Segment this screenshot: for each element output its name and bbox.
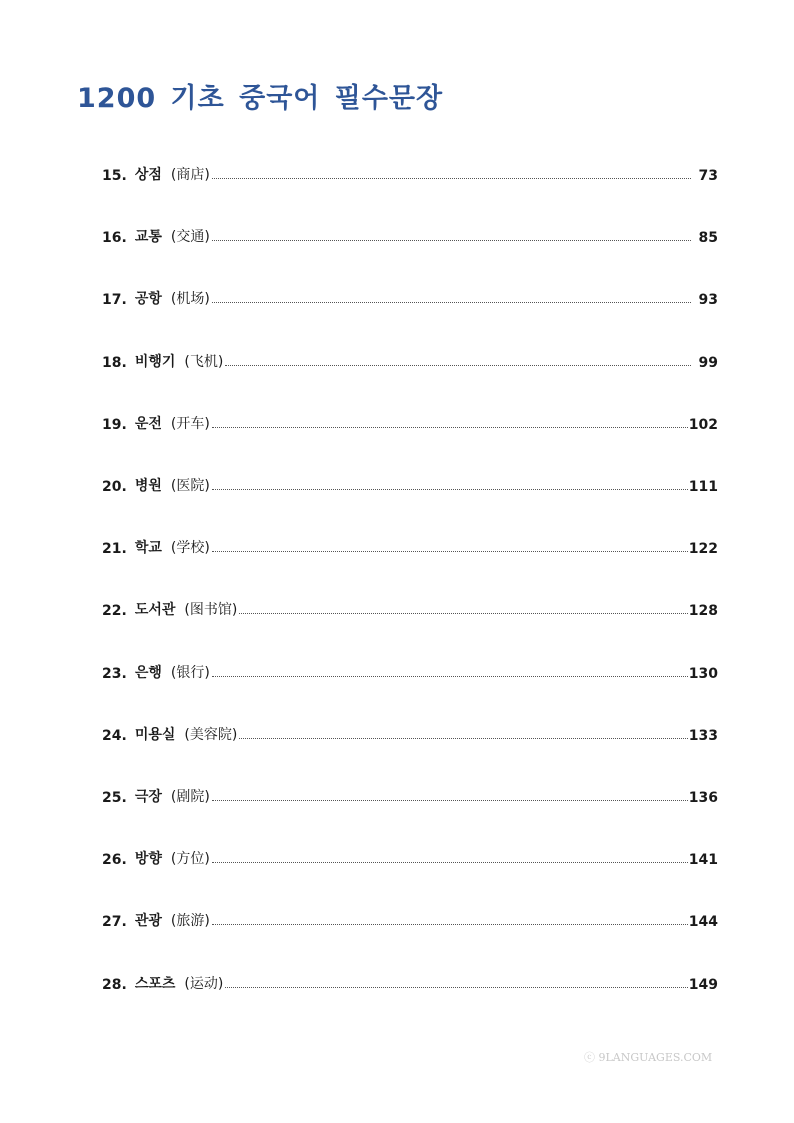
toc-entry-chinese-title: (机场) <box>170 291 210 308</box>
toc-entry[interactable] <box>102 160 718 184</box>
toc-entry-number: 20. <box>102 479 127 495</box>
toc-entry-chinese-title: (运动) <box>184 975 224 992</box>
toc-entry-chinese-title: (图书馆) <box>184 602 238 619</box>
toc-entry[interactable] <box>102 720 718 744</box>
toc-entry-korean-title: 상점 <box>134 167 162 183</box>
toc-dot-leader <box>212 488 688 490</box>
toc-entry-number: 17. <box>102 292 127 309</box>
toc-entry-number: 15. <box>102 168 127 184</box>
toc-entry-page-number: 122 <box>688 541 718 558</box>
toc-dot-leader <box>239 737 687 739</box>
toc-entry[interactable] <box>102 969 718 993</box>
toc-dot-leader <box>225 986 687 988</box>
copyright-footer: ⓒ 9LANGUAGES.COM <box>584 1051 713 1064</box>
toc-entry-number: 18. <box>102 354 127 371</box>
toc-entry-page-number: 111 <box>688 479 718 495</box>
toc-entry-korean-title: 교통 <box>134 229 162 246</box>
toc-entry-number: 19. <box>102 416 127 433</box>
toc-entry-chinese-title: (开车) <box>170 415 210 432</box>
toc-entry[interactable] <box>102 658 718 682</box>
toc-entry-korean-title: 공항 <box>134 291 162 308</box>
toc-entry-korean-title: 극장 <box>134 789 162 805</box>
toc-entry-chinese-title: (剧院) <box>170 789 210 805</box>
toc-entry-page-number: 102 <box>688 416 718 433</box>
toc-entry-number: 28. <box>102 976 127 993</box>
toc-entry-korean-title: 비행기 <box>134 353 176 370</box>
toc-entry[interactable] <box>102 409 718 433</box>
toc-dot-leader <box>212 239 691 241</box>
toc-dot-leader <box>212 177 691 179</box>
toc-entry[interactable] <box>102 284 718 308</box>
toc-dot-leader <box>212 550 688 552</box>
toc-entry-number: 24. <box>102 727 127 744</box>
toc-entry-page-number: 141 <box>688 852 718 869</box>
toc-entry-page-number: 130 <box>688 665 718 682</box>
toc-entry[interactable] <box>102 844 718 868</box>
toc-entry-page-number: 149 <box>688 976 718 993</box>
toc-entry-korean-title: 도서관 <box>134 602 176 619</box>
toc-dot-leader <box>212 675 688 677</box>
toc-entry-page-number: 99 <box>698 354 718 371</box>
toc-entry[interactable] <box>102 782 718 806</box>
toc-dot-leader <box>212 426 688 428</box>
page-title: 1200 기초 중국어 필수문장 <box>77 83 444 114</box>
toc-dot-leader <box>225 364 691 366</box>
toc-entry-page-number: 144 <box>688 914 718 931</box>
toc-entry-korean-title: 미용실 <box>134 726 176 743</box>
toc-entry-page-number: 73 <box>698 168 718 184</box>
toc-entry-number: 23. <box>102 665 127 682</box>
toc-entry[interactable] <box>102 222 718 246</box>
toc-entry-number: 26. <box>102 852 127 869</box>
toc-entry-page-number: 85 <box>698 230 718 247</box>
toc-entry-korean-title: 방향 <box>134 851 162 868</box>
toc-entry-number: 22. <box>102 603 127 620</box>
toc-entry-number: 21. <box>102 541 127 558</box>
toc-entry-korean-title: 병원 <box>134 478 162 494</box>
toc-entry-chinese-title: (旅游) <box>170 913 210 930</box>
toc-entry-page-number: 128 <box>688 603 718 620</box>
toc-entry-korean-title: 은행 <box>134 664 162 681</box>
toc-dot-leader <box>212 923 688 925</box>
toc-entry-chinese-title: (医院) <box>170 478 210 494</box>
toc-entry-number: 27. <box>102 914 127 931</box>
toc-entry-chinese-title: (飞机) <box>184 353 224 370</box>
toc-entry-chinese-title: (学校) <box>170 540 210 557</box>
toc-entry-number: 16. <box>102 230 127 247</box>
toc-dot-leader <box>212 301 691 303</box>
toc-entry-chinese-title: (银行) <box>170 664 210 681</box>
toc-entry[interactable] <box>102 595 718 619</box>
toc-entry-chinese-title: (交通) <box>170 229 210 246</box>
toc-entry-korean-title: 관광 <box>134 913 162 930</box>
toc-entry[interactable] <box>102 347 718 371</box>
toc-entry-korean-title: 운전 <box>134 415 162 432</box>
toc-entry-page-number: 136 <box>688 790 718 806</box>
toc-dot-leader <box>212 799 688 801</box>
toc-entry[interactable] <box>102 471 718 495</box>
toc-entry-page-number: 133 <box>688 727 718 744</box>
toc-entry-page-number: 93 <box>698 292 718 309</box>
toc-entry-number: 25. <box>102 790 127 806</box>
toc-dot-leader <box>239 612 687 614</box>
toc-entry-chinese-title: (商店) <box>170 167 210 183</box>
toc-entry-chinese-title: (美容院) <box>184 726 238 743</box>
toc-entry[interactable] <box>102 906 718 930</box>
toc-entry-korean-title: 스포츠 <box>134 975 176 992</box>
toc-dot-leader <box>212 861 688 863</box>
toc-entry-chinese-title: (方位) <box>170 851 210 868</box>
toc-entry-korean-title: 학교 <box>134 540 162 557</box>
toc-entry[interactable] <box>102 533 718 557</box>
